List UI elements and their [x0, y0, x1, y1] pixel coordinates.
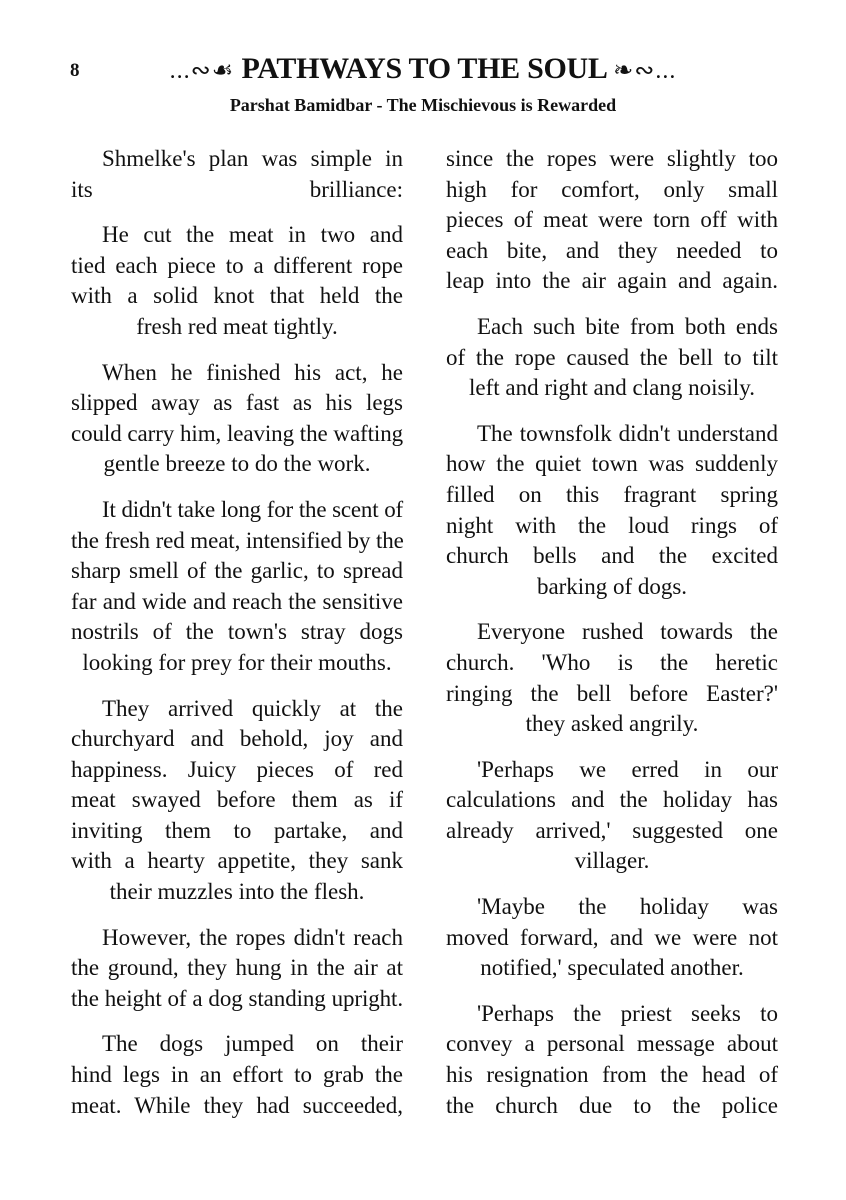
paragraph — [446, 892, 778, 984]
text-line: pieces of meat were torn off with — [446, 207, 778, 233]
text-line: 'Perhaps the priest seeks to — [477, 1000, 778, 1026]
text-line: hind legs in an effort to grab the — [71, 1062, 403, 1088]
text-line: fresh red meat tightly. — [136, 313, 338, 339]
paragraph — [446, 312, 778, 404]
paragraph — [71, 694, 403, 908]
text-line: convey a personal message about — [446, 1031, 778, 1057]
paragraph — [71, 923, 403, 1015]
paragraph — [446, 999, 778, 1121]
paragraph — [71, 220, 403, 342]
text-line: since the ropes were slightly too — [446, 146, 778, 171]
text-line: each bite, and they needed to — [446, 237, 778, 263]
text-line: It didn't take long for the scent of — [102, 496, 403, 522]
text-line: night with the loud rings of — [446, 512, 778, 538]
paragraph — [446, 617, 778, 739]
text-line: villager. — [574, 848, 650, 874]
text-line: sharp smell of the garlic, to spread — [71, 558, 403, 584]
text-line: looking for prey for their mouths. — [82, 649, 392, 675]
text-line: his resignation from the head of — [446, 1062, 778, 1088]
book-title: PATHWAYS TO THE SOUL — [241, 52, 606, 85]
text-line: of the rope caused the bell to tilt — [446, 344, 778, 370]
text-line: church bells and the excited — [446, 543, 778, 569]
text-line: leap into the air again and again. — [446, 268, 778, 294]
text-line: The townsfolk didn't understand — [477, 420, 778, 446]
text-line: they asked angrily. — [525, 711, 699, 737]
text-line: with a solid knot that held the — [71, 283, 403, 309]
text-line: slipped away as fast as his legs — [71, 390, 403, 416]
running-header — [0, 52, 846, 86]
text-line: 'Perhaps we erred in our — [477, 756, 778, 782]
text-line: how the quiet town was suddenly — [446, 451, 778, 477]
text-line: the fresh red meat, intensified by the — [71, 527, 404, 553]
text-line: high for comfort, only small — [446, 176, 778, 202]
paragraph — [71, 144, 403, 205]
ornament-right-icon: ❧∾... — [613, 58, 677, 84]
text-line: Shmelke's plan was simple in — [102, 146, 403, 171]
text-line: When he finished his act, he — [102, 359, 403, 385]
text-line: left and right and clang noisily. — [469, 375, 755, 401]
left-column — [71, 144, 403, 1136]
text-line: tied each piece to a different rope — [71, 252, 403, 278]
chapter-subtitle: Parshat Bamidbar - The Mischievous is Rewarded — [229, 95, 617, 115]
text-line: Each such bite from both ends — [477, 313, 778, 339]
text-line: happiness. Juicy pieces of red — [71, 756, 403, 782]
paragraph — [446, 419, 778, 603]
text-line: churchyard and behold, joy and — [71, 726, 403, 752]
text-line: 'Maybe the holiday was — [477, 894, 778, 920]
text-line: meat swayed before them as if — [71, 787, 403, 813]
text-line: their muzzles into the flesh. — [109, 879, 365, 905]
text-line: its brilliance: — [71, 176, 403, 202]
text-line: filled on this fragrant spring — [446, 481, 778, 507]
page-number: 8 — [70, 60, 80, 81]
text-line: the height of a dog standing upright. — [71, 985, 403, 1011]
text-line: gentle breeze to do the work. — [103, 451, 371, 477]
text-line: ringing the bell before Easter?' — [446, 680, 778, 706]
text-line: the ground, they hung in the air at — [71, 955, 403, 981]
paragraph — [446, 144, 778, 297]
text-line: barking of dogs. — [536, 573, 688, 599]
text-line: calculations and the holiday has — [446, 787, 778, 813]
text-line: could carry him, leaving the wafting — [71, 420, 403, 446]
text-line: They arrived quickly at the — [102, 695, 403, 721]
text-line: church. 'Who is the heretic — [446, 649, 778, 675]
text-line: The dogs jumped on their — [102, 1031, 403, 1057]
paragraph — [446, 755, 778, 877]
text-line: far and wide and reach the sensitive — [71, 588, 403, 614]
text-line: the church due to the police — [446, 1092, 778, 1118]
paragraph — [71, 358, 403, 480]
text-line: moved forward, and we were not — [446, 924, 778, 950]
text-line: meat. While they had succeeded, — [71, 1092, 403, 1118]
text-line: with a hearty appetite, they sank — [71, 848, 403, 874]
text-line: Everyone rushed towards the — [477, 619, 778, 645]
ornament-left-icon: ...∾☙ — [169, 58, 235, 84]
right-column — [446, 144, 778, 1136]
text-line: However, the ropes didn't reach — [102, 924, 403, 950]
text-line: inviting them to partake, and — [71, 817, 403, 843]
text-line: nostrils of the town's stray dogs — [71, 619, 403, 645]
paragraph — [71, 1029, 403, 1121]
text-line: already arrived,' suggested one — [446, 817, 778, 843]
paragraph — [71, 495, 403, 679]
text-line: He cut the meat in two and — [102, 222, 403, 248]
text-line: notified,' speculated another. — [480, 955, 744, 981]
